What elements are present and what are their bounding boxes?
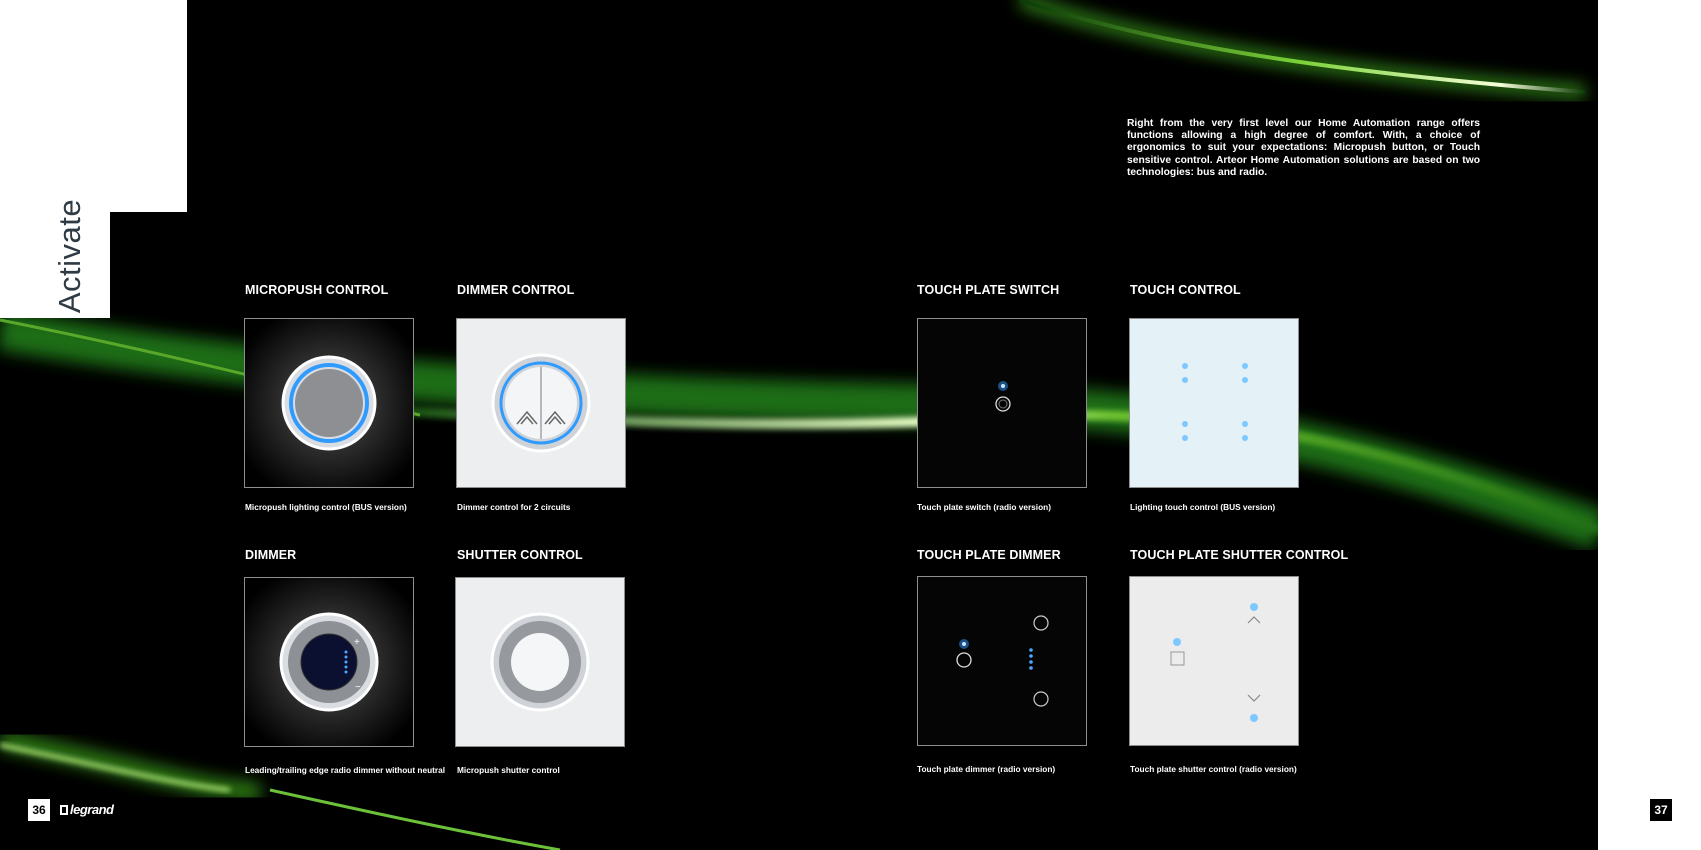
product-caption-touch-plate-shutter: Touch plate shutter control (radio version) [1130, 764, 1297, 774]
shutter-control-image [455, 577, 625, 747]
touch-plate-switch-image [917, 318, 1087, 488]
touch-plate-dimmer-image [917, 576, 1087, 746]
product-caption-micropush: Micropush lighting control (BUS version) [245, 502, 407, 512]
side-tab-background [0, 0, 187, 212]
side-tab-label: Activate [52, 198, 87, 314]
product-title-dimmer: DIMMER [245, 548, 297, 562]
product-caption-dimmer-control: Dimmer control for 2 circuits [457, 502, 571, 512]
product-title-micropush: MICROPUSH CONTROL [245, 283, 389, 297]
product-title-touch-plate-dimmer: TOUCH PLATE DIMMER [917, 548, 1061, 562]
micropush-control-image [244, 318, 414, 488]
product-title-touch-control: TOUCH CONTROL [1130, 283, 1241, 297]
product-caption-touch-plate-switch: Touch plate switch (radio version) [917, 502, 1051, 512]
product-title-touch-plate-switch: TOUCH PLATE SWITCH [917, 283, 1060, 297]
touch-plate-shutter-image [1129, 576, 1299, 746]
svg-text:+: + [354, 637, 360, 648]
product-caption-touch-plate-dimmer: Touch plate dimmer (radio version) [917, 764, 1056, 774]
product-title-touch-plate-shutter: TOUCH PLATE SHUTTER CONTROL [1130, 548, 1349, 562]
intro-paragraph: Right from the very first level our Home Automation range offers functions allowing a high degree of comfort. With, a choice of ergonomics to suit your expectations: Micropush button, or Touch sensitive control. Arteor Home Automation solutions are based on two technologies: bus and radio. [1127, 118, 1480, 178]
page-number-left: 36 [28, 799, 50, 821]
product-caption-shutter-control: Micropush shutter control [457, 765, 560, 775]
svg-text:−: − [355, 682, 361, 693]
dimmer-control-image [456, 318, 626, 488]
product-title-shutter-control: SHUTTER CONTROL [457, 548, 583, 562]
dimmer-image [244, 577, 414, 747]
touch-control-image [1129, 318, 1299, 488]
product-caption-dimmer: Leading/trailing edge radio dimmer without neutral [245, 765, 446, 775]
product-caption-touch-control: Lighting touch control (BUS version) [1130, 502, 1276, 512]
page-margin [1598, 0, 1701, 850]
legrand-logo: legrand [60, 802, 113, 817]
page-number-right: 37 [1650, 799, 1672, 821]
product-title-dimmer-control: DIMMER CONTROL [457, 283, 575, 297]
